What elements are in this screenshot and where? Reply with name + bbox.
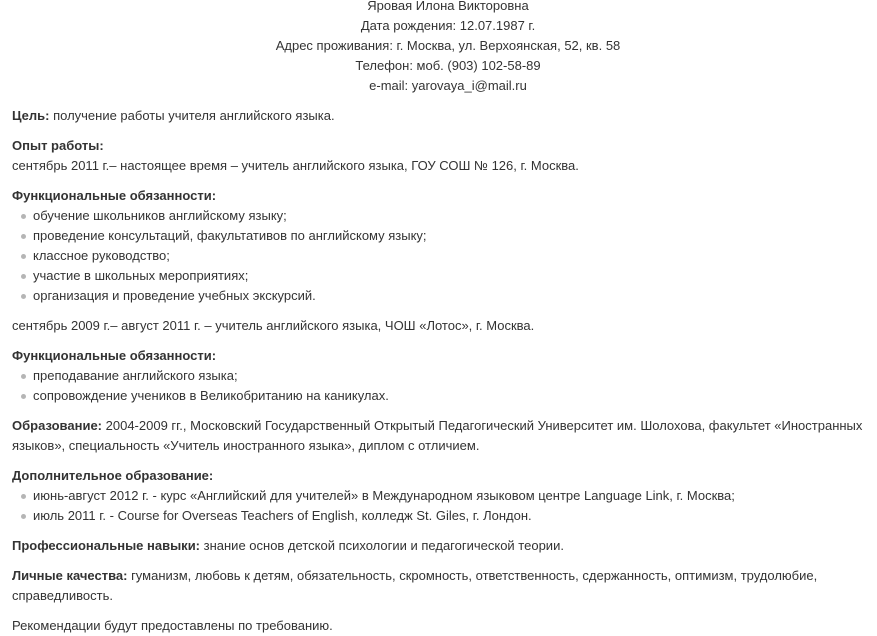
bullet-icon [21,294,26,299]
bullet-icon [21,514,26,519]
skills-section: Профессиональные навыки: знание основ детской психологии и педагогической теории. [12,538,564,553]
list-item: преподавание английского языка; [12,366,872,386]
list-item: сопровождение учеников в Великобританию на каникулах. [12,386,872,406]
education-label: Образование: [12,418,103,433]
bullet-icon [21,374,26,379]
duties-1-heading: Функциональные обязанности: [12,188,217,203]
phone: Телефон: моб. (903) 102-58-89 [355,58,541,73]
list-item: проведение консультаций, факультативов по английскому языку; [12,226,872,246]
list-item: классное руководство; [12,246,872,266]
education-line-2: языков», специальность «Учитель иностранного языка», диплом с отличием. [12,438,480,453]
bullet-icon [21,254,26,259]
education-section: Образование: 2004-2009 гг., Московский Государственный Открытый Педагогический Университет им. Шолохова, факультет «Иностранных [12,418,863,433]
birth-date: Дата рождения: 12.07.1987 г. [360,18,536,33]
address: Адрес проживания: г. Москва, ул. Верхоянская, 52, кв. 58 [275,38,621,53]
job-1: сентябрь 2011 г.– настоящее время – учитель английского языка, ГОУ СОШ № 126, г. Москва. [12,158,579,173]
list-item: организация и проведение учебных экскурсий. [12,286,872,306]
list-item: июль 2011 г. - Course for Overseas Teachers of English, колледж St. Giles, г. Лондон. [12,506,872,526]
list-item: обучение школьников английскому языку; [12,206,872,226]
goal-label: Цель: [12,108,50,123]
additional-education-list [12,486,872,526]
bullet-icon [21,274,26,279]
experience-heading: Опыт работы: [12,138,104,153]
goal-section [12,106,872,126]
list-item: участие в школьных мероприятиях; [12,266,872,286]
qualities-label: Личные качества: [12,568,128,583]
qualities-line-2: справедливость. [12,588,113,603]
qualities-section: Личные качества: гуманизм, любовь к детям, обязательность, скромность, ответственность, сдержанность, оптимизм, трудолюбие, [12,568,818,583]
bullet-icon [21,214,26,219]
bullet-icon [21,494,26,499]
duties-2-list [12,366,872,406]
duties-2-heading: Функциональные обязанности: [12,348,217,363]
email: e-mail: yarovaya_i@mail.ru [369,78,527,93]
job-2: сентябрь 2009 г.– август 2011 г. – учитель английского языка, ЧОШ «Лотос», г. Москва. [12,318,535,333]
full-name: Яровая Илона Викторовна [367,0,529,13]
bullet-icon [21,394,26,399]
duties-1-list [12,206,872,306]
resume-header [12,0,872,96]
resume-document [12,0,872,636]
skills-label: Профессиональные навыки: [12,538,201,553]
recommendations: Рекомендации будут предоставлены по требованию. [12,618,333,633]
list-item: июнь-август 2012 г. - курс «Английский для учителей» в Международном языковом центре Language Link, г. Москва; [12,486,872,506]
additional-education-heading: Дополнительное образование: [12,468,214,483]
goal-text: получение работы учителя английского языка. [49,108,335,123]
bullet-icon [21,234,26,239]
